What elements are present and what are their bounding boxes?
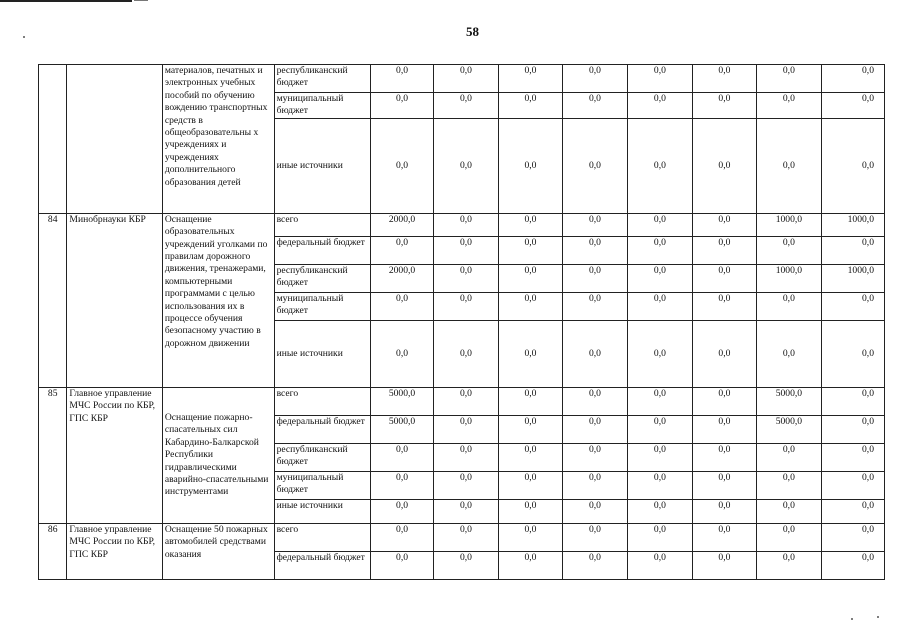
amount-cell: 0,0	[562, 387, 627, 415]
amount-cell: 0,0	[434, 65, 499, 93]
scan-speck	[851, 618, 853, 620]
amount-cell: 0,0	[692, 264, 756, 292]
amount-cell: 0,0	[692, 551, 756, 579]
amount-cell: 0,0	[821, 523, 884, 551]
executor-cell: Главное управление МЧС России по КБР, ГПС КБР	[67, 387, 162, 523]
funding-source-cell: иные источники	[274, 320, 370, 387]
amount-cell: 0,0	[692, 387, 756, 415]
funding-source-cell: республиканский бюджет	[274, 443, 370, 471]
measure-description-cell: Оснащение 50 пожарных автомобилей средствами оказания	[162, 523, 274, 579]
amount-cell: 0,0	[562, 523, 627, 551]
amount-cell: 0,0	[498, 471, 562, 499]
amount-cell: 0,0	[434, 443, 499, 471]
measure-description-cell: Оснащение образовательных учреждений уголками по правилам дорожного движения, тренажерами, компьютерными программами с целью использования их в процессе обучения безопасному участию в дорожном движении	[162, 213, 274, 387]
amount-cell: 0,0	[434, 236, 499, 264]
amount-cell: 0,0	[692, 499, 756, 523]
amount-cell: 2000,0	[371, 213, 434, 236]
funding-source-cell: иные источники	[274, 118, 370, 213]
amount-cell: 0,0	[627, 387, 692, 415]
amount-cell: 0,0	[498, 292, 562, 320]
amount-cell: 0,0	[371, 292, 434, 320]
amount-cell: 0,0	[434, 499, 499, 523]
funding-source-cell: муниципальный бюджет	[274, 93, 370, 119]
amount-cell: 0,0	[498, 443, 562, 471]
amount-cell: 0,0	[692, 213, 756, 236]
amount-cell: 0,0	[371, 471, 434, 499]
page-number: 58	[466, 24, 479, 39]
measure-description-cell: Оснащение пожарно-спасательных сил Кабардино-Балкарской Республики гидравлическими аварийно-спасательными инструментами	[162, 387, 274, 523]
amount-cell: 0,0	[434, 292, 499, 320]
amount-cell: 0,0	[627, 264, 692, 292]
item-number-cell: 84	[39, 213, 67, 387]
amount-cell: 0,0	[821, 236, 884, 264]
amount-cell: 2000,0	[371, 264, 434, 292]
amount-cell: 0,0	[371, 551, 434, 579]
amount-cell: 0,0	[498, 236, 562, 264]
amount-cell: 0,0	[692, 523, 756, 551]
amount-cell: 0,0	[627, 551, 692, 579]
amount-cell: 0,0	[821, 292, 884, 320]
amount-cell: 0,0	[756, 551, 821, 579]
funding-source-cell: муниципальный бюджет	[274, 292, 370, 320]
amount-cell: 5000,0	[371, 415, 434, 443]
amount-cell: 0,0	[562, 471, 627, 499]
amount-cell: 0,0	[627, 93, 692, 119]
amount-cell: 0,0	[498, 387, 562, 415]
scan-top-rule	[0, 0, 132, 2]
amount-cell: 0,0	[434, 523, 499, 551]
funding-source-cell: федеральный бюджет	[274, 415, 370, 443]
amount-cell: 0,0	[692, 93, 756, 119]
budget-table	[38, 64, 885, 580]
funding-source-cell: всего	[274, 523, 370, 551]
amount-cell: 0,0	[562, 320, 627, 387]
amount-cell: 0,0	[498, 320, 562, 387]
amount-cell: 0,0	[434, 415, 499, 443]
funding-source-cell: всего	[274, 387, 370, 415]
amount-cell: 0,0	[562, 292, 627, 320]
scan-speck	[23, 36, 25, 38]
amount-cell: 0,0	[562, 65, 627, 93]
scan-top-rule-fragment	[134, 0, 148, 1]
table-row	[39, 213, 885, 236]
amount-cell: 0,0	[821, 551, 884, 579]
amount-cell: 0,0	[498, 93, 562, 119]
amount-cell: 0,0	[562, 551, 627, 579]
amount-cell: 0,0	[821, 443, 884, 471]
amount-cell: 0,0	[562, 236, 627, 264]
amount-cell: 0,0	[498, 118, 562, 213]
amount-cell: 0,0	[562, 213, 627, 236]
executor-cell	[67, 65, 162, 214]
table-row	[39, 65, 885, 93]
amount-cell: 0,0	[371, 118, 434, 213]
amount-cell: 5000,0	[756, 387, 821, 415]
amount-cell: 0,0	[562, 93, 627, 119]
amount-cell: 0,0	[627, 415, 692, 443]
funding-source-cell: федеральный бюджет	[274, 551, 370, 579]
amount-cell: 0,0	[756, 320, 821, 387]
amount-cell: 0,0	[434, 93, 499, 119]
amount-cell: 1000,0	[756, 264, 821, 292]
amount-cell: 0,0	[371, 443, 434, 471]
amount-cell: 0,0	[756, 443, 821, 471]
amount-cell: 0,0	[562, 118, 627, 213]
amount-cell: 0,0	[627, 236, 692, 264]
amount-cell: 0,0	[562, 499, 627, 523]
amount-cell: 0,0	[821, 499, 884, 523]
amount-cell: 0,0	[756, 118, 821, 213]
measure-description-cell: материалов, печатных и электронных учебных пособий по обучению вождению транспортных средств в общеобразовательны х учреждениях и учреждениях дополнительного образования детей	[162, 65, 274, 214]
amount-cell: 0,0	[627, 320, 692, 387]
amount-cell: 0,0	[562, 443, 627, 471]
amount-cell: 0,0	[434, 264, 499, 292]
amount-cell: 0,0	[627, 443, 692, 471]
amount-cell: 5000,0	[756, 415, 821, 443]
amount-cell: 1000,0	[821, 213, 884, 236]
funding-source-cell: федеральный бюджет	[274, 236, 370, 264]
amount-cell: 0,0	[821, 118, 884, 213]
item-number-cell	[39, 65, 67, 214]
funding-source-cell: иные источники	[274, 499, 370, 523]
amount-cell: 0,0	[821, 415, 884, 443]
funding-source-cell: всего	[274, 213, 370, 236]
item-number-cell: 85	[39, 387, 67, 523]
executor-cell: Главное управление МЧС России по КБР, ГПС КБР	[67, 523, 162, 579]
amount-cell: 0,0	[821, 471, 884, 499]
amount-cell: 0,0	[562, 415, 627, 443]
amount-cell: 0,0	[692, 236, 756, 264]
amount-cell: 0,0	[498, 551, 562, 579]
amount-cell: 0,0	[498, 523, 562, 551]
amount-cell: 0,0	[627, 523, 692, 551]
amount-cell: 0,0	[434, 551, 499, 579]
amount-cell: 0,0	[498, 65, 562, 93]
amount-cell: 0,0	[692, 320, 756, 387]
amount-cell: 0,0	[627, 213, 692, 236]
amount-cell: 0,0	[434, 387, 499, 415]
amount-cell: 0,0	[498, 264, 562, 292]
amount-cell: 1000,0	[821, 264, 884, 292]
amount-cell: 0,0	[627, 118, 692, 213]
amount-cell: 0,0	[627, 65, 692, 93]
amount-cell: 0,0	[627, 471, 692, 499]
amount-cell: 0,0	[692, 118, 756, 213]
amount-cell: 0,0	[498, 213, 562, 236]
funding-source-cell: республиканский бюджет	[274, 65, 370, 93]
amount-cell: 0,0	[498, 415, 562, 443]
amount-cell: 0,0	[371, 320, 434, 387]
amount-cell: 0,0	[821, 320, 884, 387]
table-row	[39, 387, 885, 415]
amount-cell: 0,0	[821, 387, 884, 415]
amount-cell: 0,0	[692, 292, 756, 320]
amount-cell: 0,0	[821, 93, 884, 119]
amount-cell: 0,0	[371, 93, 434, 119]
amount-cell: 5000,0	[371, 387, 434, 415]
amount-cell: 0,0	[371, 523, 434, 551]
amount-cell: 0,0	[756, 292, 821, 320]
amount-cell: 0,0	[371, 499, 434, 523]
amount-cell: 0,0	[692, 471, 756, 499]
amount-cell: 0,0	[562, 264, 627, 292]
scan-speck	[877, 616, 879, 618]
amount-cell: 0,0	[371, 236, 434, 264]
amount-cell: 0,0	[692, 65, 756, 93]
amount-cell: 0,0	[434, 320, 499, 387]
amount-cell: 0,0	[821, 65, 884, 93]
amount-cell: 0,0	[627, 292, 692, 320]
amount-cell: 0,0	[692, 443, 756, 471]
amount-cell: 0,0	[434, 213, 499, 236]
amount-cell: 0,0	[434, 471, 499, 499]
amount-cell: 0,0	[756, 499, 821, 523]
amount-cell: 0,0	[627, 499, 692, 523]
amount-cell: 0,0	[498, 499, 562, 523]
table-row	[39, 523, 885, 551]
amount-cell: 1000,0	[756, 213, 821, 236]
executor-cell: Минобрнауки КБР	[67, 213, 162, 387]
amount-cell: 0,0	[434, 118, 499, 213]
item-number-cell: 86	[39, 523, 67, 579]
amount-cell: 0,0	[756, 236, 821, 264]
funding-source-cell: республиканский бюджет	[274, 264, 370, 292]
amount-cell: 0,0	[756, 471, 821, 499]
funding-source-cell: муниципальный бюджет	[274, 471, 370, 499]
amount-cell: 0,0	[756, 93, 821, 119]
amount-cell: 0,0	[371, 65, 434, 93]
amount-cell: 0,0	[756, 65, 821, 93]
amount-cell: 0,0	[756, 523, 821, 551]
amount-cell: 0,0	[692, 415, 756, 443]
